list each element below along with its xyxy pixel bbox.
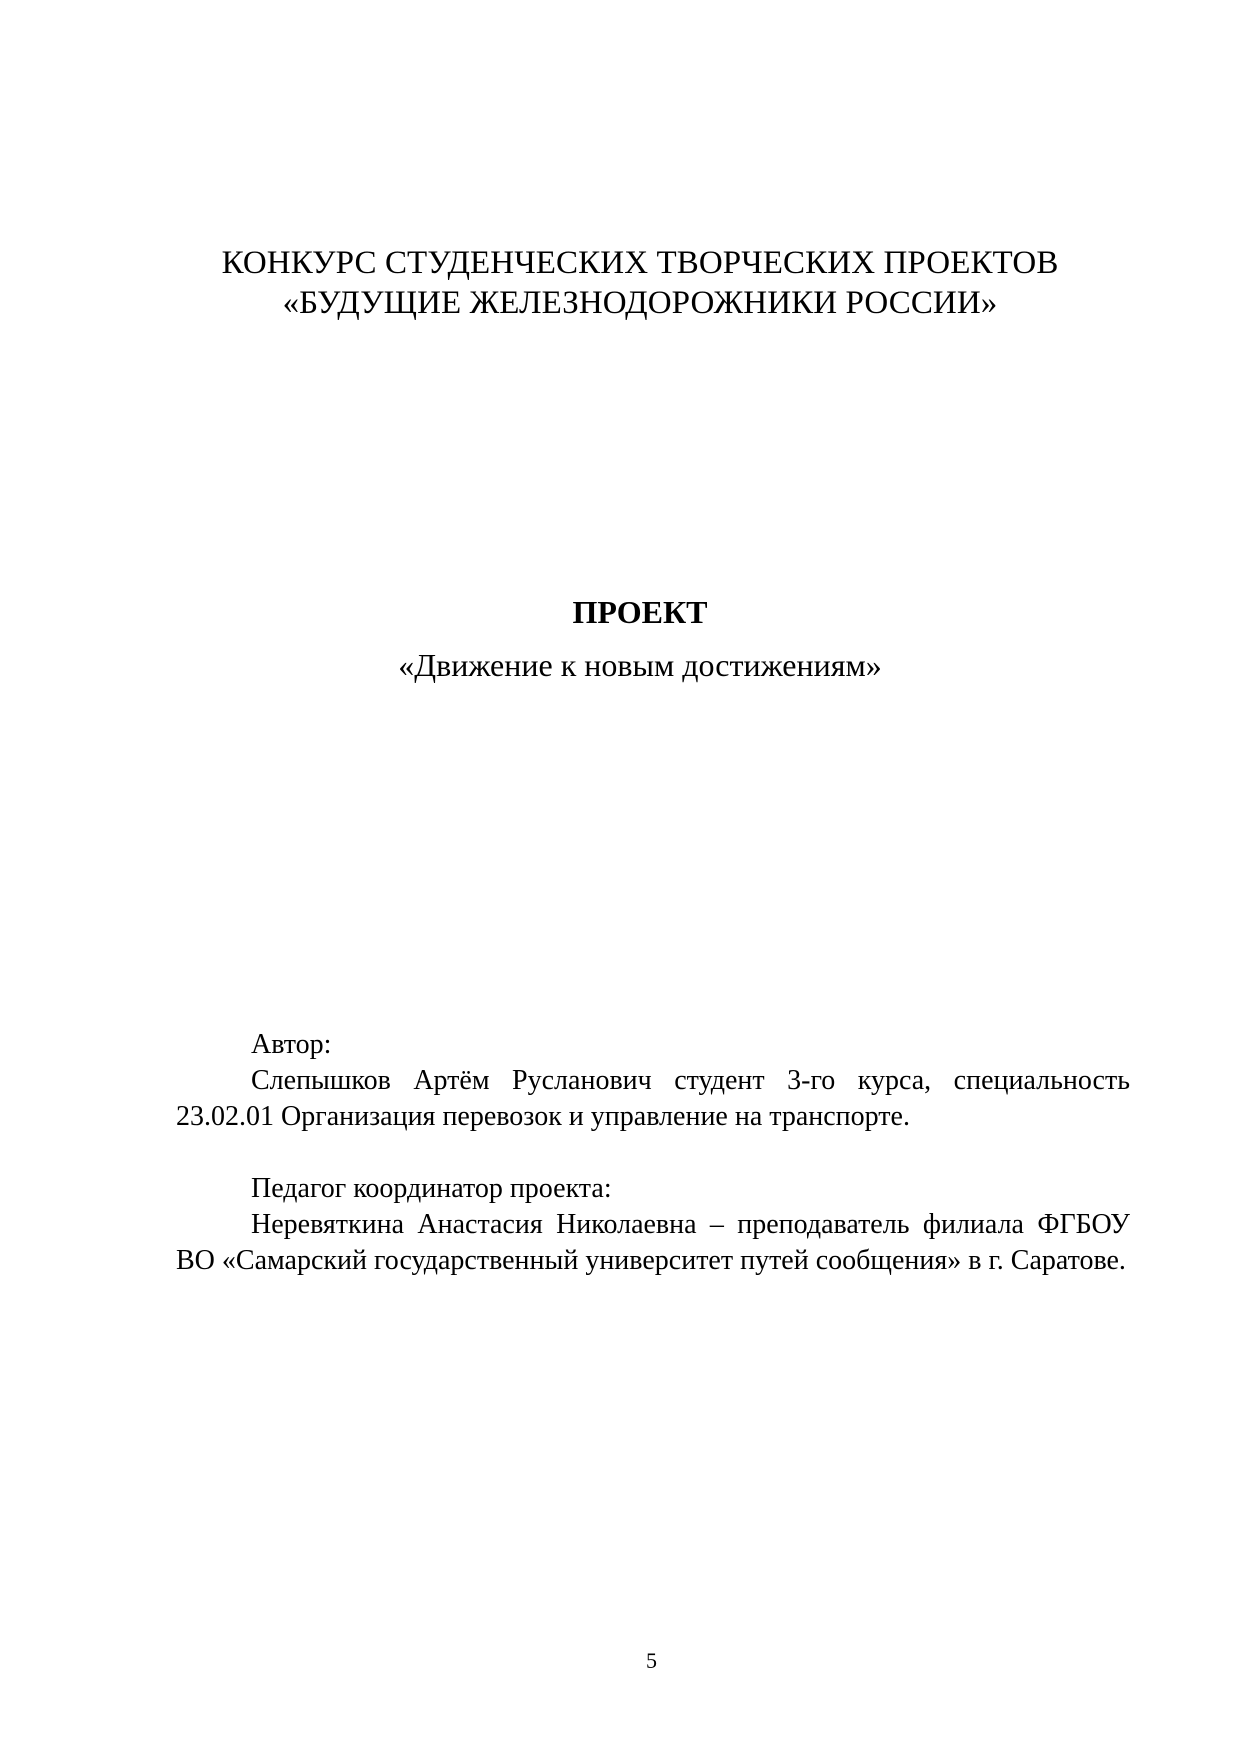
contest-title-line-1: КОНКУРС СТУДЕНЧЕСКИХ ТВОРЧЕСКИХ ПРОЕКТОВ	[221, 245, 1059, 281]
coordinator-description: Неревяткина Анастасия Николаевна – преподаватель филиала ФГБОУ ВО «Самарский государственный университет путей сообщения» в г. Саратове.	[176, 1209, 1130, 1276]
coordinator-label: Педагог координатор проекта:	[251, 1173, 612, 1204]
author-description: Слепышков Артём Русланович студент 3-го курса, специальность 23.02.01 Организация перевозок и управление на транспорте.	[176, 1065, 1130, 1132]
project-subtitle: «Движение к новым достижениям»	[398, 647, 882, 683]
project-heading: ПРОЕКТ	[572, 594, 708, 630]
project-info-block	[176, 1027, 1130, 1279]
contest-title	[0, 243, 1241, 323]
author-label: Автор:	[251, 1029, 332, 1060]
contest-title-line-2: «БУДУЩИЕ ЖЕЛЕЗНОДОРОЖНИКИ РОССИИ»	[282, 285, 998, 321]
paragraph-spacer	[176, 1135, 1130, 1171]
page-number: 5	[646, 1648, 657, 1673]
